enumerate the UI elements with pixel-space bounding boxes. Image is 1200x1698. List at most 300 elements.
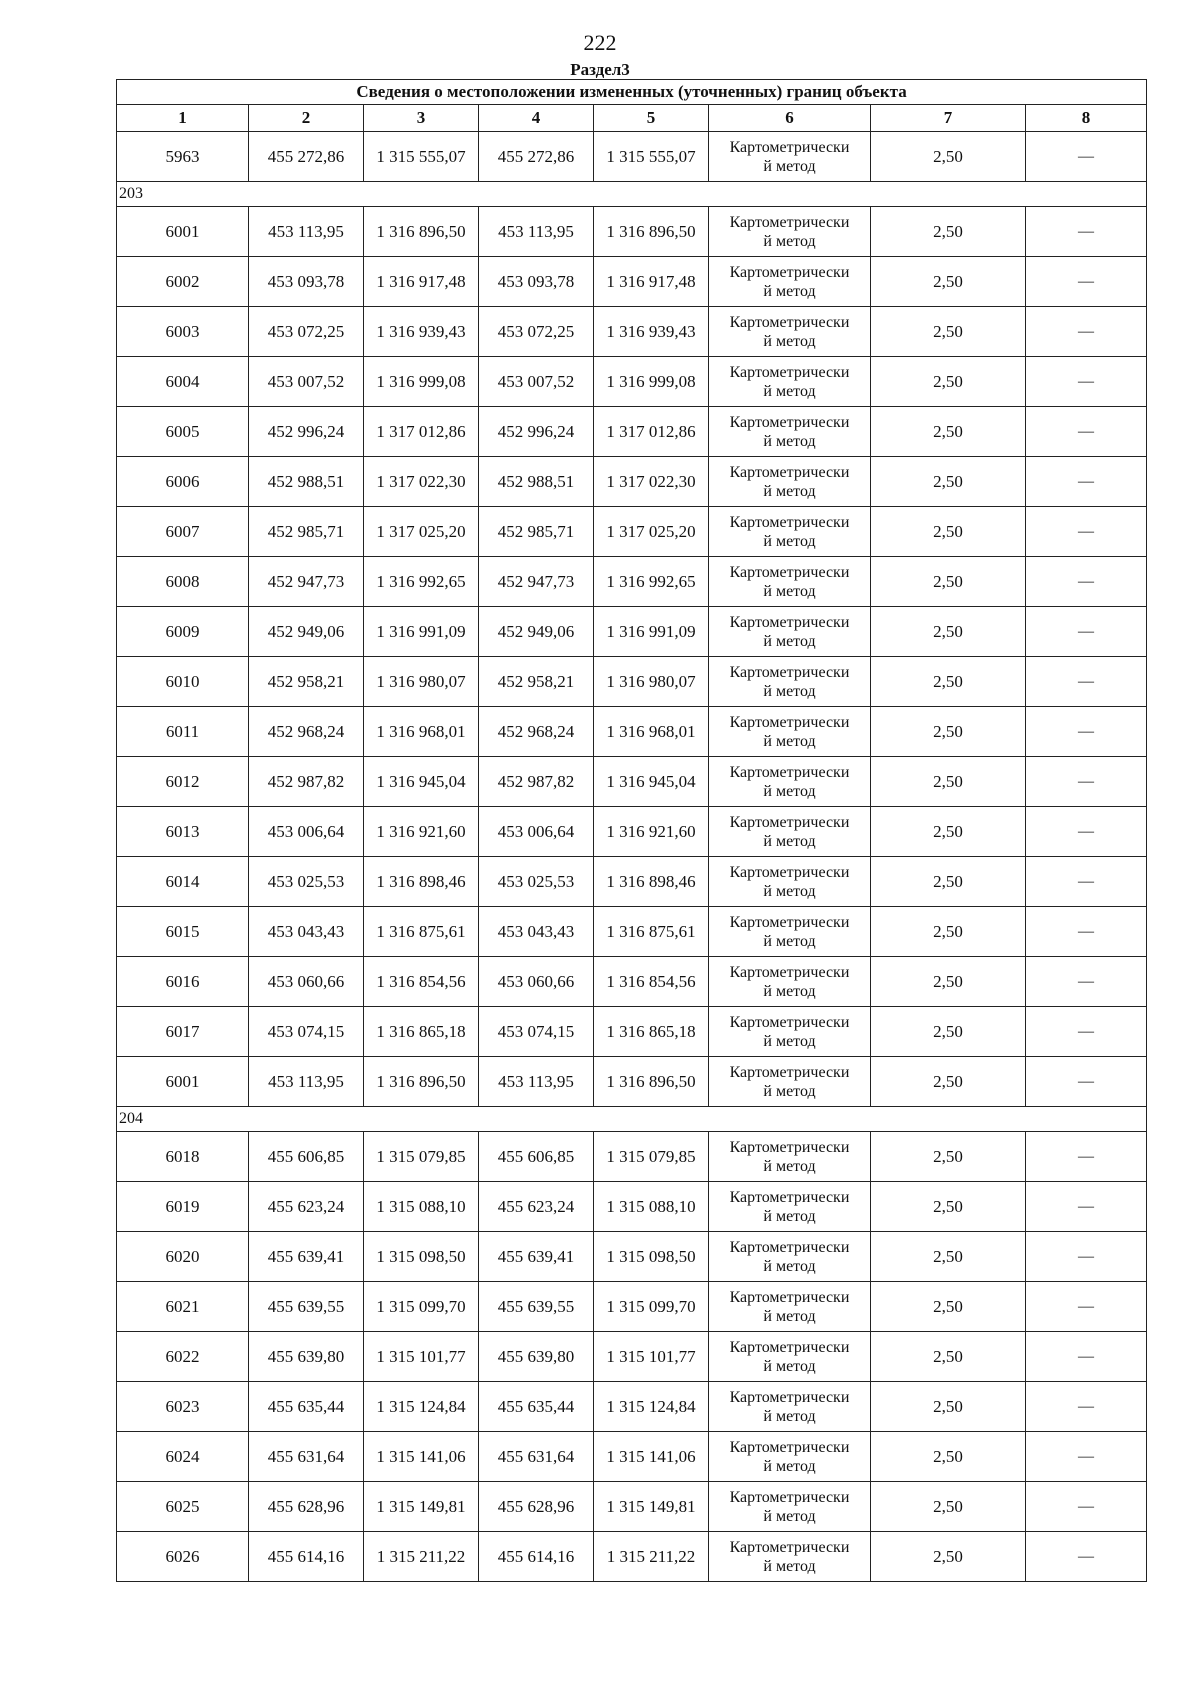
x-old-cell: 455 628,96 (249, 1482, 364, 1532)
description-cell: — (1026, 1282, 1147, 1332)
method-line-2: й метод (763, 1457, 816, 1475)
method-line-2: й метод (763, 432, 816, 450)
description-cell: — (1026, 557, 1147, 607)
method-line-2: й метод (763, 932, 816, 950)
x-old-cell: 452 958,21 (249, 657, 364, 707)
y-new-cell: 1 315 124,84 (594, 1382, 709, 1432)
table-row (117, 957, 1147, 1007)
method-cell (709, 207, 871, 257)
y-new-cell: 1 316 896,50 (594, 207, 709, 257)
x-old-cell: 452 996,24 (249, 407, 364, 457)
y-old-cell: 1 316 999,08 (364, 357, 479, 407)
accuracy-cell: 2,50 (871, 357, 1026, 407)
point-number-cell: 6025 (117, 1482, 249, 1532)
y-old-cell: 1 315 088,10 (364, 1182, 479, 1232)
description-cell: — (1026, 1332, 1147, 1382)
point-number-cell: 5963 (117, 132, 249, 182)
method-line-2: й метод (763, 482, 816, 500)
x-old-cell: 453 072,25 (249, 307, 364, 357)
table-row (117, 557, 1147, 607)
y-new-cell: 1 316 917,48 (594, 257, 709, 307)
method-line-1: Картометрически (729, 1063, 850, 1081)
column-number: 1 (117, 105, 249, 132)
y-old-cell: 1 315 098,50 (364, 1232, 479, 1282)
method-line-1: Картометрически (729, 913, 850, 931)
table-row (117, 1132, 1147, 1182)
x-old-cell: 452 947,73 (249, 557, 364, 607)
accuracy-cell: 2,50 (871, 1132, 1026, 1182)
accuracy-cell: 2,50 (871, 1232, 1026, 1282)
y-new-cell: 1 316 865,18 (594, 1007, 709, 1057)
y-new-cell: 1 316 875,61 (594, 907, 709, 957)
x-old-cell: 453 006,64 (249, 807, 364, 857)
description-cell: — (1026, 1482, 1147, 1532)
x-new-cell: 453 113,95 (479, 1057, 594, 1107)
accuracy-cell: 2,50 (871, 1057, 1026, 1107)
x-new-cell: 452 996,24 (479, 407, 594, 457)
table-row (117, 657, 1147, 707)
x-old-cell: 455 639,80 (249, 1332, 364, 1382)
description-cell: — (1026, 1532, 1147, 1582)
table-row (117, 707, 1147, 757)
method-line-2: й метод (763, 1507, 816, 1525)
x-old-cell: 452 987,82 (249, 757, 364, 807)
y-new-cell: 1 315 079,85 (594, 1132, 709, 1182)
accuracy-cell: 2,50 (871, 1182, 1026, 1232)
y-new-cell: 1 315 088,10 (594, 1182, 709, 1232)
y-old-cell: 1 317 022,30 (364, 457, 479, 507)
table-row (117, 857, 1147, 907)
method-line-1: Картометрически (729, 963, 850, 981)
method-line-2: й метод (763, 1157, 816, 1175)
point-number-cell: 6002 (117, 257, 249, 307)
x-old-cell: 452 949,06 (249, 607, 364, 657)
x-old-cell: 455 606,85 (249, 1132, 364, 1182)
accuracy-cell: 2,50 (871, 132, 1026, 182)
method-cell (709, 557, 871, 607)
method-line-1: Картометрически (729, 463, 850, 481)
accuracy-cell: 2,50 (871, 1282, 1026, 1332)
table-row (117, 357, 1147, 407)
method-line-2: й метод (763, 682, 816, 700)
group-row (117, 1107, 1147, 1132)
table-row (117, 1182, 1147, 1232)
method-cell (709, 707, 871, 757)
y-old-cell: 1 316 865,18 (364, 1007, 479, 1057)
method-line-2: й метод (763, 982, 816, 1000)
method-line-1: Картометрически (729, 813, 850, 831)
y-new-cell: 1 316 945,04 (594, 757, 709, 807)
method-cell (709, 257, 871, 307)
method-cell (709, 1182, 871, 1232)
table-row (117, 757, 1147, 807)
page-number: 222 (583, 30, 617, 55)
point-number-cell: 6001 (117, 207, 249, 257)
accuracy-cell: 2,50 (871, 1482, 1026, 1532)
method-line-1: Картометрически (729, 313, 850, 331)
accuracy-cell: 2,50 (871, 1382, 1026, 1432)
description-cell: — (1026, 757, 1147, 807)
table-row (117, 1057, 1147, 1107)
method-line-2: й метод (763, 382, 816, 400)
x-old-cell: 453 007,52 (249, 357, 364, 407)
method-cell (709, 507, 871, 557)
method-line-2: й метод (763, 1032, 816, 1050)
y-old-cell: 1 316 939,43 (364, 307, 479, 357)
point-number-cell: 6013 (117, 807, 249, 857)
table-row (117, 1382, 1147, 1432)
point-number-cell: 6026 (117, 1532, 249, 1582)
method-cell (709, 807, 871, 857)
y-new-cell: 1 316 921,60 (594, 807, 709, 857)
description-cell: — (1026, 907, 1147, 957)
y-new-cell: 1 317 022,30 (594, 457, 709, 507)
method-line-2: й метод (763, 882, 816, 900)
table-row (117, 407, 1147, 457)
description-cell: — (1026, 132, 1147, 182)
y-new-cell: 1 316 854,56 (594, 957, 709, 1007)
accuracy-cell: 2,50 (871, 407, 1026, 457)
y-new-cell: 1 315 098,50 (594, 1232, 709, 1282)
accuracy-cell: 2,50 (871, 907, 1026, 957)
method-cell (709, 1132, 871, 1182)
y-old-cell: 1 317 012,86 (364, 407, 479, 457)
accuracy-cell: 2,50 (871, 1007, 1026, 1057)
method-line-2: й метод (763, 532, 816, 550)
method-line-2: й метод (763, 1407, 816, 1425)
x-old-cell: 452 968,24 (249, 707, 364, 757)
table-row (117, 907, 1147, 957)
description-cell: — (1026, 857, 1147, 907)
y-old-cell: 1 316 917,48 (364, 257, 479, 307)
y-old-cell: 1 316 854,56 (364, 957, 479, 1007)
y-old-cell: 1 316 980,07 (364, 657, 479, 707)
point-number-cell: 6007 (117, 507, 249, 557)
column-number: 2 (249, 105, 364, 132)
y-old-cell: 1 316 896,50 (364, 207, 479, 257)
point-number-cell: 6021 (117, 1282, 249, 1332)
method-cell (709, 307, 871, 357)
y-new-cell: 1 315 099,70 (594, 1282, 709, 1332)
x-new-cell: 453 113,95 (479, 207, 594, 257)
description-cell: — (1026, 357, 1147, 407)
x-new-cell: 455 614,16 (479, 1532, 594, 1582)
point-number-cell: 6004 (117, 357, 249, 407)
group-label: 204 (117, 1107, 1147, 1132)
point-number-cell: 6018 (117, 1132, 249, 1182)
method-cell (709, 457, 871, 507)
y-old-cell: 1 315 149,81 (364, 1482, 479, 1532)
method-line-1: Картометрически (729, 613, 850, 631)
accuracy-cell: 2,50 (871, 1332, 1026, 1382)
method-line-1: Картометрически (729, 413, 850, 431)
column-number: 8 (1026, 105, 1147, 132)
accuracy-cell: 2,50 (871, 207, 1026, 257)
x-new-cell: 453 025,53 (479, 857, 594, 907)
table-row (117, 1432, 1147, 1482)
accuracy-cell: 2,50 (871, 1532, 1026, 1582)
x-old-cell: 455 623,24 (249, 1182, 364, 1232)
method-cell (709, 1332, 871, 1382)
x-new-cell: 452 968,24 (479, 707, 594, 757)
method-line-1: Картометрически (729, 863, 850, 881)
description-cell: — (1026, 707, 1147, 757)
method-line-1: Картометрически (729, 263, 850, 281)
x-new-cell: 455 635,44 (479, 1382, 594, 1432)
accuracy-cell: 2,50 (871, 707, 1026, 757)
point-number-cell: 6005 (117, 407, 249, 457)
column-number: 3 (364, 105, 479, 132)
point-number-cell: 6010 (117, 657, 249, 707)
method-line-1: Картометрически (729, 713, 850, 731)
x-new-cell: 455 272,86 (479, 132, 594, 182)
x-new-cell: 453 006,64 (479, 807, 594, 857)
x-new-cell: 455 606,85 (479, 1132, 594, 1182)
method-cell (709, 407, 871, 457)
x-old-cell: 455 635,44 (249, 1382, 364, 1432)
table-row (117, 1332, 1147, 1382)
description-cell: — (1026, 1007, 1147, 1057)
x-old-cell: 453 043,43 (249, 907, 364, 957)
point-number-cell: 6024 (117, 1432, 249, 1482)
x-new-cell: 453 074,15 (479, 1007, 594, 1057)
column-number: 7 (871, 105, 1026, 132)
x-new-cell: 452 947,73 (479, 557, 594, 607)
y-old-cell: 1 315 124,84 (364, 1382, 479, 1432)
method-line-2: й метод (763, 1557, 816, 1575)
description-cell: — (1026, 507, 1147, 557)
x-new-cell: 455 639,55 (479, 1282, 594, 1332)
y-old-cell: 1 315 099,70 (364, 1282, 479, 1332)
x-new-cell: 455 628,96 (479, 1482, 594, 1532)
y-new-cell: 1 316 999,08 (594, 357, 709, 407)
accuracy-cell: 2,50 (871, 957, 1026, 1007)
table-row (117, 307, 1147, 357)
boundary-coordinates-table (116, 79, 1147, 1582)
x-new-cell: 453 007,52 (479, 357, 594, 407)
x-new-cell: 452 987,82 (479, 757, 594, 807)
accuracy-cell: 2,50 (871, 1432, 1026, 1482)
accuracy-cell: 2,50 (871, 607, 1026, 657)
method-line-1: Картометрически (729, 513, 850, 531)
method-line-1: Картометрически (729, 213, 850, 231)
method-cell (709, 357, 871, 407)
method-line-1: Картометрически (729, 1338, 850, 1356)
x-old-cell: 455 639,41 (249, 1232, 364, 1282)
description-cell: — (1026, 807, 1147, 857)
method-cell (709, 1057, 871, 1107)
table-row (117, 1282, 1147, 1332)
description-cell: — (1026, 1057, 1147, 1107)
method-line-1: Картометрически (729, 763, 850, 781)
accuracy-cell: 2,50 (871, 457, 1026, 507)
x-new-cell: 452 949,06 (479, 607, 594, 657)
description-cell: — (1026, 1182, 1147, 1232)
y-new-cell: 1 315 555,07 (594, 132, 709, 182)
description-cell: — (1026, 1232, 1147, 1282)
y-old-cell: 1 317 025,20 (364, 507, 479, 557)
point-number-cell: 6016 (117, 957, 249, 1007)
table-caption: Сведения о местоположении измененных (уточненных) границ объекта (117, 80, 1147, 105)
method-line-1: Картометрически (729, 1438, 850, 1456)
x-old-cell: 453 025,53 (249, 857, 364, 907)
x-old-cell: 455 639,55 (249, 1282, 364, 1332)
accuracy-cell: 2,50 (871, 807, 1026, 857)
table-row (117, 807, 1147, 857)
x-new-cell: 455 623,24 (479, 1182, 594, 1232)
method-line-1: Картометрически (729, 1188, 850, 1206)
x-new-cell: 455 631,64 (479, 1432, 594, 1482)
method-cell (709, 1007, 871, 1057)
method-cell (709, 607, 871, 657)
point-number-cell: 6001 (117, 1057, 249, 1107)
method-line-1: Картометрически (729, 138, 850, 156)
x-new-cell: 453 060,66 (479, 957, 594, 1007)
method-cell (709, 1232, 871, 1282)
column-number-row (117, 105, 1147, 132)
column-number: 4 (479, 105, 594, 132)
method-line-2: й метод (763, 782, 816, 800)
y-old-cell: 1 316 921,60 (364, 807, 479, 857)
y-new-cell: 1 315 101,77 (594, 1332, 709, 1382)
x-old-cell: 452 985,71 (249, 507, 364, 557)
method-cell (709, 907, 871, 957)
y-old-cell: 1 316 945,04 (364, 757, 479, 807)
y-old-cell: 1 315 101,77 (364, 1332, 479, 1382)
y-old-cell: 1 316 991,09 (364, 607, 479, 657)
section-title: Раздел3 (570, 60, 630, 79)
point-number-cell: 6022 (117, 1332, 249, 1382)
column-number: 6 (709, 105, 871, 132)
point-number-cell: 6006 (117, 457, 249, 507)
method-line-2: й метод (763, 332, 816, 350)
method-line-2: й метод (763, 632, 816, 650)
method-cell (709, 657, 871, 707)
point-number-cell: 6012 (117, 757, 249, 807)
description-cell: — (1026, 307, 1147, 357)
point-number-cell: 6014 (117, 857, 249, 907)
x-old-cell: 453 113,95 (249, 1057, 364, 1107)
point-number-cell: 6008 (117, 557, 249, 607)
group-row (117, 182, 1147, 207)
y-old-cell: 1 315 079,85 (364, 1132, 479, 1182)
y-new-cell: 1 317 025,20 (594, 507, 709, 557)
table-row (117, 257, 1147, 307)
method-line-2: й метод (763, 157, 816, 175)
x-old-cell: 455 631,64 (249, 1432, 364, 1482)
method-cell (709, 132, 871, 182)
x-new-cell: 455 639,80 (479, 1332, 594, 1382)
point-number-cell: 6009 (117, 607, 249, 657)
description-cell: — (1026, 407, 1147, 457)
y-old-cell: 1 316 992,65 (364, 557, 479, 607)
x-old-cell: 453 093,78 (249, 257, 364, 307)
accuracy-cell: 2,50 (871, 507, 1026, 557)
table-row (117, 607, 1147, 657)
x-new-cell: 455 639,41 (479, 1232, 594, 1282)
point-number-cell: 6011 (117, 707, 249, 757)
method-cell (709, 1532, 871, 1582)
y-new-cell: 1 316 968,01 (594, 707, 709, 757)
description-cell: — (1026, 457, 1147, 507)
y-new-cell: 1 316 939,43 (594, 307, 709, 357)
point-number-cell: 6015 (117, 907, 249, 957)
table-row (117, 132, 1147, 182)
x-new-cell: 452 988,51 (479, 457, 594, 507)
method-line-2: й метод (763, 1307, 816, 1325)
y-new-cell: 1 315 141,06 (594, 1432, 709, 1482)
table-row (117, 1232, 1147, 1282)
method-line-1: Картометрически (729, 663, 850, 681)
x-new-cell: 452 958,21 (479, 657, 594, 707)
y-old-cell: 1 316 875,61 (364, 907, 479, 957)
x-new-cell: 453 093,78 (479, 257, 594, 307)
x-new-cell: 453 072,25 (479, 307, 594, 357)
description-cell: — (1026, 657, 1147, 707)
table-body (117, 132, 1147, 1582)
method-line-2: й метод (763, 1357, 816, 1375)
y-old-cell: 1 316 898,46 (364, 857, 479, 907)
point-number-cell: 6023 (117, 1382, 249, 1432)
method-line-1: Картометрически (729, 1138, 850, 1156)
y-new-cell: 1 315 211,22 (594, 1532, 709, 1582)
y-new-cell: 1 316 992,65 (594, 557, 709, 607)
method-cell (709, 957, 871, 1007)
accuracy-cell: 2,50 (871, 307, 1026, 357)
table-row (117, 207, 1147, 257)
description-cell: — (1026, 957, 1147, 1007)
y-old-cell: 1 315 141,06 (364, 1432, 479, 1482)
description-cell: — (1026, 257, 1147, 307)
point-number-cell: 6020 (117, 1232, 249, 1282)
method-line-1: Картометрически (729, 1288, 850, 1306)
x-old-cell: 453 060,66 (249, 957, 364, 1007)
table-row (117, 1482, 1147, 1532)
table-row (117, 1007, 1147, 1057)
method-line-1: Картометрически (729, 363, 850, 381)
point-number-cell: 6003 (117, 307, 249, 357)
y-new-cell: 1 316 991,09 (594, 607, 709, 657)
accuracy-cell: 2,50 (871, 657, 1026, 707)
method-line-1: Картометрически (729, 1488, 850, 1506)
x-old-cell: 455 614,16 (249, 1532, 364, 1582)
y-old-cell: 1 315 555,07 (364, 132, 479, 182)
method-cell (709, 1282, 871, 1332)
y-new-cell: 1 317 012,86 (594, 407, 709, 457)
x-old-cell: 453 113,95 (249, 207, 364, 257)
method-line-1: Картометрически (729, 1388, 850, 1406)
method-cell (709, 1382, 871, 1432)
method-line-2: й метод (763, 1082, 816, 1100)
y-new-cell: 1 316 980,07 (594, 657, 709, 707)
y-old-cell: 1 316 896,50 (364, 1057, 479, 1107)
method-line-1: Картометрически (729, 1538, 850, 1556)
description-cell: — (1026, 1432, 1147, 1482)
method-line-2: й метод (763, 732, 816, 750)
method-line-2: й метод (763, 282, 816, 300)
table-row (117, 457, 1147, 507)
method-line-2: й метод (763, 582, 816, 600)
method-cell (709, 1482, 871, 1532)
column-number: 5 (594, 105, 709, 132)
point-number-cell: 6019 (117, 1182, 249, 1232)
table-row (117, 507, 1147, 557)
method-line-2: й метод (763, 1257, 816, 1275)
method-cell (709, 757, 871, 807)
x-new-cell: 453 043,43 (479, 907, 594, 957)
accuracy-cell: 2,50 (871, 757, 1026, 807)
accuracy-cell: 2,50 (871, 557, 1026, 607)
